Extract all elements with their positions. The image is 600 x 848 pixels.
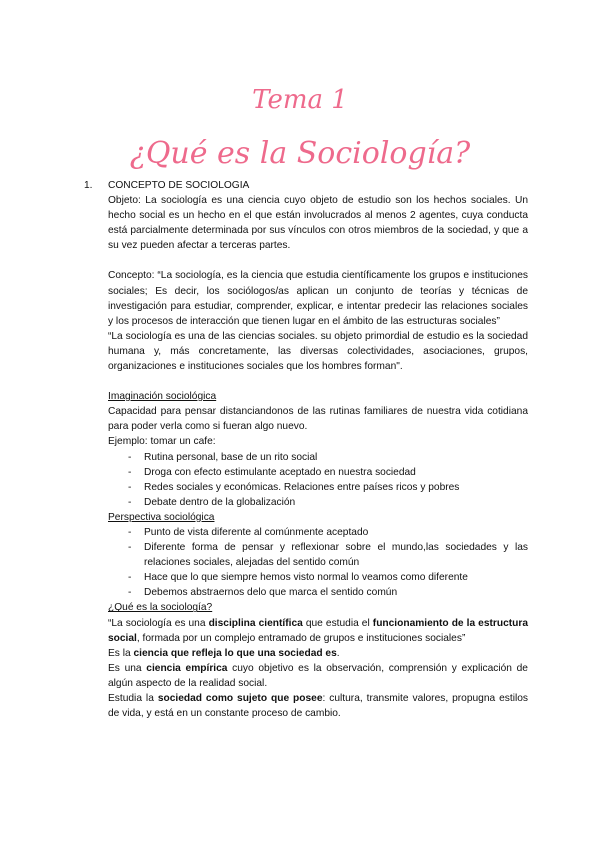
doc-title: Tema 1 (252, 85, 348, 115)
imaginacion-text: Capacidad para pensar distanciandonos de las rutinas familiares de nuestra vida cotidiana para poder verla como si fueran algo nuevo. (108, 406, 528, 433)
example-line: Ejemplo: tomar un cafe: (108, 436, 216, 448)
perspectiva-list (108, 525, 528, 600)
ciencia-line: Es la ciencia que refleja lo que una sociedad es. (108, 647, 340, 659)
list-item: - Hace que lo que siempre hemos visto normal lo veamos como diferente (128, 572, 468, 584)
list-item: - Debemos abstraernos delo que marca el sentido común (128, 587, 398, 599)
section-heading (84, 178, 528, 193)
empirica-line: Es una ciencia empírica cuyo objetivo es la observación, comprensión y explicación de algún aspecto de la realidad social. (108, 662, 528, 689)
list-item: - Rutina personal, base de un rito social (128, 451, 318, 463)
objeto-paragraph: Objeto: La sociología es una ciencia cuyo objeto de estudio son los hechos sociales. Un hecho social es un hecho en el que están involucrados al menos 2 agentes, cuya conducta está parcialmente determinada por sus vínculos con otros miembros de la sociedad, y que a su vez pueden afectar a terceras partes. (108, 195, 528, 252)
list-item: - Punto de vista diferente al comúnmente aceptado (128, 526, 369, 538)
section-number: 1. (84, 180, 93, 191)
list-item: - Droga con efecto estimulante aceptado en nuestra sociedad (128, 466, 416, 478)
doc-subtitle: ¿Qué es la Sociología? (129, 136, 471, 171)
section-title: CONCEPTO DE SOCIOLOGIA (108, 180, 250, 191)
sociedad-line: Estudia la sociedad como sujeto que posee: cultura, transmite valores, propugna estilos de vida, y está en un constante proceso de cambio. (108, 693, 528, 720)
definition-paragraph: “La sociología es una disciplina científica que estudia el funcionamiento de la estructura social, formada por un complejo entramado de grupos e instituciones sociales” (108, 617, 529, 644)
list-item: - Debate dentro de la globalización (128, 496, 296, 508)
list-item: - Diferente forma de pensar y reflexionar sobre el mundo,las sociedades y las relaciones sociales, alejadas del sentido común (128, 542, 528, 569)
list-item: - Redes sociales y económicas. Relaciones entre países ricos y pobres (128, 481, 460, 493)
que-es-heading: ¿Qué es la sociología? (108, 602, 213, 614)
perspectiva-heading: Perspectiva sociológica (108, 511, 215, 523)
document-body (84, 178, 529, 721)
concepto-paragraph: Concepto: “La sociología, es la ciencia que estudia científicamente los grupos e instituciones sociales; Es decir, los sociólogos/as aplican un conjunto de teorías y técnicas de investigación para estudiar, comprender, explicar, e intentar predecir las relaciones sociales y los procesos de interacción que tienen lugar en el ámbito de las estructuras sociales” (108, 270, 528, 327)
imaginacion-heading: Imaginación sociológica (108, 391, 217, 403)
example-list (108, 450, 528, 510)
quote-paragraph: “La sociología es una de las ciencias sociales. su objeto primordial de estudio es la sociedad humana y, más concretamente, las diversas colectividades, asociaciones, grupos, organizaciones e instituciones sociales que los hombres forman". (108, 330, 528, 373)
